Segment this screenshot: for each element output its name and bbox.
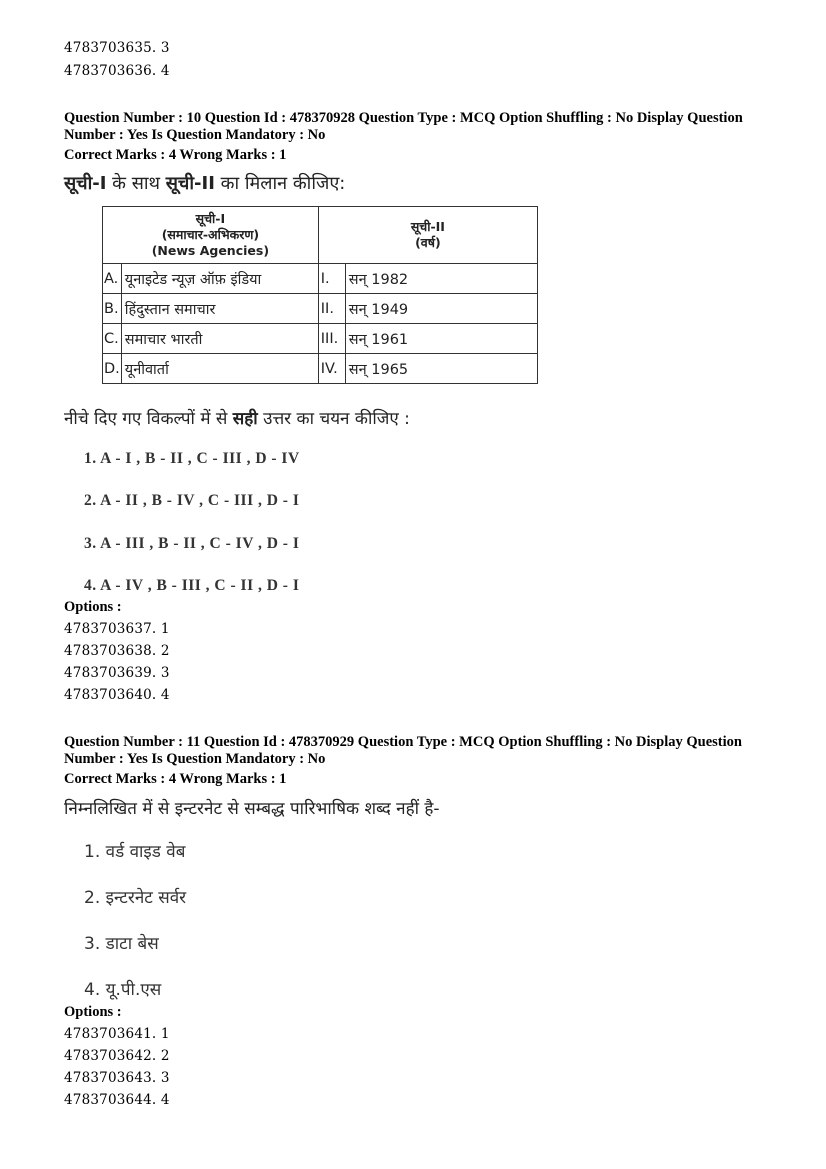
option-value: 3 bbox=[160, 1070, 170, 1086]
list1-title: सूची-I bbox=[195, 211, 226, 226]
option-id: 4783703635. bbox=[64, 40, 157, 56]
row-letter: A. bbox=[103, 264, 122, 294]
option-id: 4783703642. bbox=[64, 1048, 157, 1064]
option-row bbox=[64, 643, 170, 659]
match-table-header-row bbox=[103, 207, 538, 264]
table-row bbox=[103, 264, 538, 294]
option-id: 4783703638. bbox=[64, 643, 157, 659]
q11-prompt: निम्नलिखित में से इन्टरनेट से सम्बद्ध पारिभाषिक शब्द नहीं है- bbox=[64, 799, 440, 819]
q10-options-label: Options : bbox=[64, 599, 122, 615]
q10-choice-1: 1. A - I , B - II , C - III , D - IV bbox=[84, 450, 300, 467]
q10-prompt-list2: सूची-II bbox=[165, 173, 215, 194]
row-roman: II. bbox=[318, 294, 345, 324]
q11-header-line1: Question Number : 11 Question Id : 478370929 Question Type : MCQ Option Shuffling : No Display Question bbox=[64, 734, 742, 750]
row-letter: D. bbox=[103, 354, 122, 384]
q10-instruction-part: उत्तर का चयन कीजिए : bbox=[257, 409, 410, 429]
row-agency: समाचार भारती bbox=[121, 324, 318, 354]
q10-choice-4: 4. A - IV , B - III , C - II , D - I bbox=[84, 577, 300, 594]
option-row bbox=[64, 40, 170, 56]
q11-choice-3: 3. डाटा बेस bbox=[84, 934, 159, 954]
option-row bbox=[64, 665, 170, 681]
option-value: 4 bbox=[160, 63, 170, 79]
q11-choice-2: 2. इन्टरनेट सर्वर bbox=[84, 888, 187, 908]
option-value: 2 bbox=[160, 1048, 170, 1064]
row-roman: III. bbox=[318, 324, 345, 354]
q10-choice-3: 3. A - III , B - II , C - IV , D - I bbox=[84, 535, 300, 552]
option-row bbox=[64, 63, 170, 79]
list1-subtitle-english: (News Agencies) bbox=[151, 243, 270, 258]
q10-prompt-part: के साथ bbox=[106, 173, 166, 194]
q10-prompt-list1: सूची-I bbox=[64, 173, 107, 194]
q10-header-line2: Number : Yes Is Question Mandatory : No bbox=[64, 127, 326, 143]
q10-instruction bbox=[64, 406, 410, 429]
option-row bbox=[64, 687, 170, 703]
q10-choice-2: 2. A - II , B - IV , C - III , D - I bbox=[84, 492, 300, 509]
option-id: 4783703640. bbox=[64, 687, 157, 703]
option-value: 3 bbox=[160, 665, 170, 681]
row-year: सन् 1961 bbox=[345, 324, 537, 354]
list1-header bbox=[103, 207, 319, 264]
option-row bbox=[64, 1026, 170, 1042]
row-agency: हिंदुस्तान समाचार bbox=[121, 294, 318, 324]
option-value: 1 bbox=[160, 621, 170, 637]
list1-subtitle-hindi: (समाचार-अभिकरण) bbox=[161, 227, 260, 242]
q11-choice-4: 4. यू.पी.एस bbox=[84, 980, 162, 1000]
q10-instruction-part: नीचे दिए गए विकल्पों में से bbox=[64, 409, 233, 429]
option-value: 4 bbox=[160, 687, 170, 703]
row-roman: IV. bbox=[318, 354, 345, 384]
option-value: 3 bbox=[160, 40, 170, 56]
option-id: 4783703637. bbox=[64, 621, 157, 637]
option-id: 4783703643. bbox=[64, 1070, 157, 1086]
option-row bbox=[64, 1092, 170, 1108]
option-row bbox=[64, 1048, 170, 1064]
table-row bbox=[103, 324, 538, 354]
option-id: 4783703639. bbox=[64, 665, 157, 681]
table-row bbox=[103, 354, 538, 384]
row-letter: B. bbox=[103, 294, 122, 324]
q11-choice-1: 1. वर्ड वाइड वेब bbox=[84, 842, 186, 862]
list2-subtitle: (वर्ष) bbox=[415, 235, 441, 250]
list2-header bbox=[318, 207, 537, 264]
q10-header-line1: Question Number : 10 Question Id : 478370928 Question Type : MCQ Option Shuffling : No Display Question bbox=[64, 110, 743, 126]
option-row bbox=[64, 1070, 170, 1086]
option-value: 4 bbox=[160, 1092, 170, 1108]
row-agency: यूनीवार्ता bbox=[121, 354, 318, 384]
table-row bbox=[103, 294, 538, 324]
match-table bbox=[102, 206, 538, 384]
option-id: 4783703644. bbox=[64, 1092, 157, 1108]
q11-marks: Correct Marks : 4 Wrong Marks : 1 bbox=[64, 771, 287, 787]
option-id: 4783703641. bbox=[64, 1026, 157, 1042]
list2-title: सूची-II bbox=[410, 219, 445, 234]
row-letter: C. bbox=[103, 324, 122, 354]
q10-prompt bbox=[64, 171, 345, 195]
row-agency: यूनाइटेड न्यूज़ ऑफ़ इंडिया bbox=[121, 264, 318, 294]
row-year: सन् 1965 bbox=[345, 354, 537, 384]
q10-marks: Correct Marks : 4 Wrong Marks : 1 bbox=[64, 147, 287, 163]
q11-header-line2: Number : Yes Is Question Mandatory : No bbox=[64, 751, 326, 767]
option-value: 1 bbox=[160, 1026, 170, 1042]
q10-prompt-part: का मिलान कीजिए: bbox=[214, 173, 346, 194]
option-value: 2 bbox=[160, 643, 170, 659]
q10-instruction-emphasis: सही bbox=[232, 409, 258, 429]
option-id: 4783703636. bbox=[64, 63, 157, 79]
option-row bbox=[64, 621, 170, 637]
row-year: सन् 1949 bbox=[345, 294, 537, 324]
row-roman: I. bbox=[318, 264, 345, 294]
q11-options-label: Options : bbox=[64, 1004, 122, 1020]
row-year: सन् 1982 bbox=[345, 264, 537, 294]
